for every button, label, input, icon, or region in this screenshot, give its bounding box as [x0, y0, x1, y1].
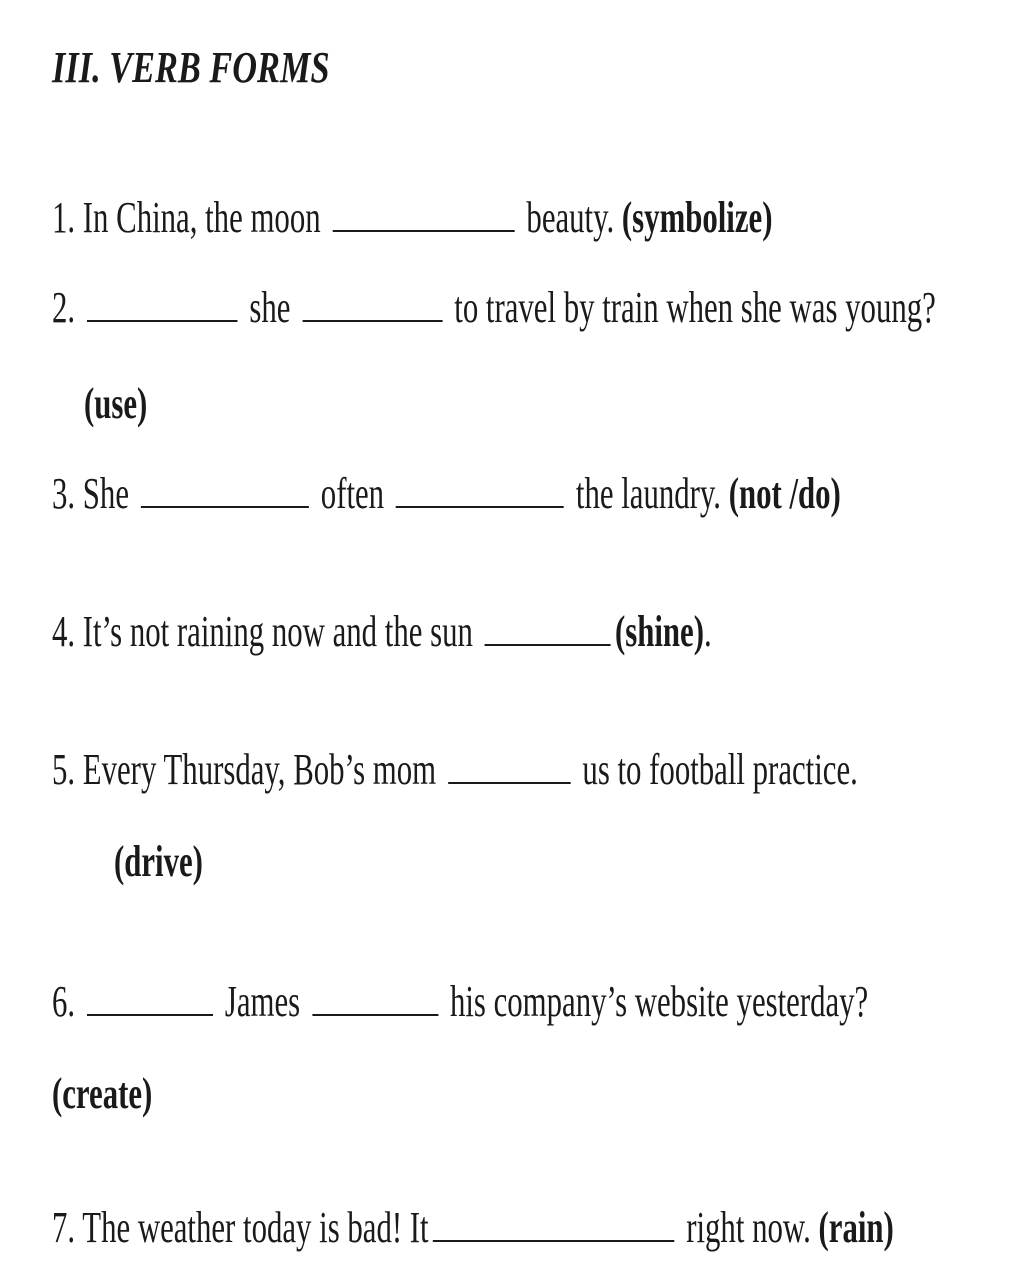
question-text: The weather today is bad! It [82, 1203, 429, 1252]
verb-hint: (drive) [114, 837, 203, 886]
verb-hint: (use) [84, 379, 148, 428]
section-title: III. VERB FORMS [52, 43, 330, 92]
question-text: beauty. [526, 193, 615, 242]
question-number: 7. [52, 1203, 76, 1252]
question-2-hint-line [84, 378, 147, 429]
answer-blank[interactable] [333, 196, 515, 232]
question-1 [52, 192, 772, 243]
answer-blank[interactable] [141, 472, 309, 508]
question-text: In China, the moon [82, 193, 321, 242]
question-3 [52, 468, 841, 519]
answer-blank[interactable] [485, 610, 611, 646]
question-text: to travel by train when she was young? [454, 283, 936, 332]
question-7 [52, 1202, 894, 1253]
question-2 [52, 282, 936, 333]
question-text: She [82, 469, 129, 518]
question-number: 2. [52, 283, 76, 332]
question-4 [52, 606, 712, 657]
question-5 [52, 744, 858, 795]
question-text: she [249, 283, 291, 332]
question-text: Every Thursday, Bob’s mom [82, 745, 437, 794]
question-text: his company’s website yesterday? [449, 977, 869, 1026]
question-text: It’s not raining now and the sun [82, 607, 473, 656]
question-number: 6. [52, 977, 76, 1026]
verb-hint: (symbolize) [621, 193, 773, 242]
question-5-hint-line [114, 836, 203, 887]
answer-blank[interactable] [87, 980, 213, 1016]
question-6-hint-line [52, 1068, 152, 1119]
question-number: 3. [52, 469, 76, 518]
verb-hint: (create) [52, 1069, 153, 1118]
verb-hint: (not /do) [728, 469, 841, 518]
question-text: James [224, 977, 301, 1026]
answer-blank[interactable] [302, 286, 442, 322]
answer-blank[interactable] [396, 472, 564, 508]
question-text: the laundry. [575, 469, 722, 518]
question-text: right now. [686, 1203, 811, 1252]
answer-blank[interactable] [433, 1206, 674, 1242]
question-6 [52, 976, 868, 1027]
answer-blank[interactable] [448, 748, 570, 784]
question-number: 1. [52, 193, 76, 242]
question-number: 4. [52, 607, 76, 656]
question-text: us to football practice. [582, 745, 858, 794]
question-tail: . [703, 607, 712, 656]
verb-hint: (shine) [614, 607, 704, 656]
answer-blank[interactable] [312, 980, 438, 1016]
question-number: 5. [52, 745, 76, 794]
verb-hint: (rain) [818, 1203, 894, 1252]
question-text: often [320, 469, 385, 518]
answer-blank[interactable] [87, 286, 238, 322]
